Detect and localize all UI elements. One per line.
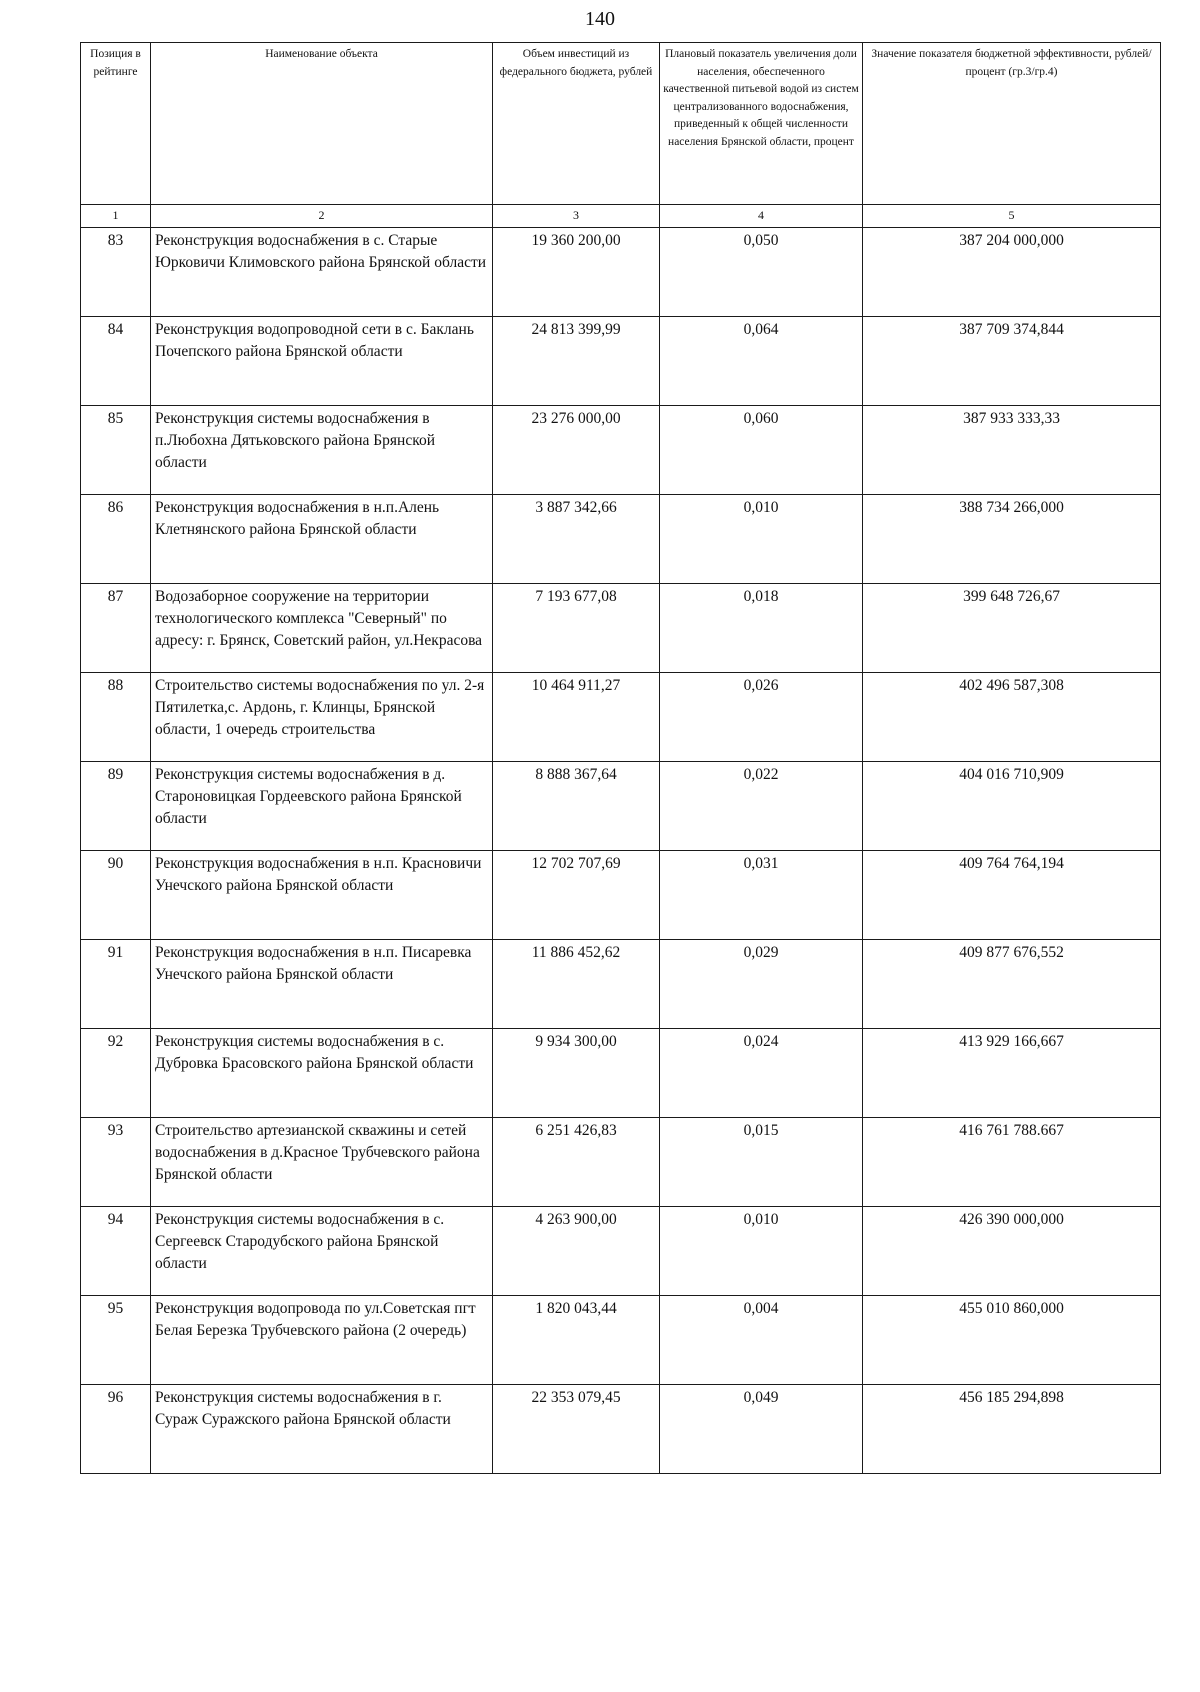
row-position: 83	[81, 228, 151, 317]
header-row	[81, 43, 1161, 205]
row-investment: 19 360 200,00	[493, 228, 660, 317]
row-position: 86	[81, 495, 151, 584]
row-position: 90	[81, 851, 151, 940]
row-object-name: Строительство артезианской скважины и сетей водоснабжения в д.Красное Трубчевского района Брянской области	[151, 1118, 493, 1207]
column-number: 3	[493, 205, 660, 228]
header-name: Наименование объекта	[151, 43, 493, 205]
row-position: 84	[81, 317, 151, 406]
table-row	[81, 228, 1161, 317]
row-object-name: Реконструкция системы водоснабжения в д. Староновицкая Гордеевского района Брянской области	[151, 762, 493, 851]
row-object-name: Строительство системы водоснабжения по ул. 2-я Пятилетка,с. Ардонь, г. Клинцы, Брянской области, 1 очередь строительства	[151, 673, 493, 762]
row-efficiency: 456 185 294,898	[863, 1385, 1161, 1474]
header-position: Позиция в рейтинге	[81, 43, 151, 205]
row-investment: 22 353 079,45	[493, 1385, 660, 1474]
table-row	[81, 406, 1161, 495]
row-indicator: 0,050	[660, 228, 863, 317]
row-indicator: 0,022	[660, 762, 863, 851]
row-investment: 24 813 399,99	[493, 317, 660, 406]
row-efficiency: 399 648 726,67	[863, 584, 1161, 673]
row-indicator: 0,010	[660, 1207, 863, 1296]
row-efficiency: 388 734 266,000	[863, 495, 1161, 584]
row-efficiency: 455 010 860,000	[863, 1296, 1161, 1385]
row-object-name: Реконструкция системы водоснабжения в г. Сураж Суражского района Брянской области	[151, 1385, 493, 1474]
row-indicator: 0,018	[660, 584, 863, 673]
row-indicator: 0,015	[660, 1118, 863, 1207]
row-efficiency: 416 761 788.667	[863, 1118, 1161, 1207]
table-row	[81, 940, 1161, 1029]
row-object-name: Реконструкция водопровода по ул.Советская пгт Белая Березка Трубчевского района (2 очередь)	[151, 1296, 493, 1385]
table-row	[81, 1029, 1161, 1118]
row-indicator: 0,004	[660, 1296, 863, 1385]
row-indicator: 0,031	[660, 851, 863, 940]
row-efficiency: 409 764 764,194	[863, 851, 1161, 940]
column-number-row	[81, 205, 1161, 228]
row-indicator: 0,029	[660, 940, 863, 1029]
row-position: 96	[81, 1385, 151, 1474]
row-object-name: Реконструкция водоснабжения в с. Старые Юрковичи Климовского района Брянской области	[151, 228, 493, 317]
column-number: 1	[81, 205, 151, 228]
table-row	[81, 1207, 1161, 1296]
table-row	[81, 851, 1161, 940]
row-efficiency: 402 496 587,308	[863, 673, 1161, 762]
row-investment: 6 251 426,83	[493, 1118, 660, 1207]
row-object-name: Реконструкция водоснабжения в н.п. Писаревка Унечского района Брянской области	[151, 940, 493, 1029]
row-investment: 12 702 707,69	[493, 851, 660, 940]
rating-table	[80, 42, 1161, 1474]
row-efficiency: 404 016 710,909	[863, 762, 1161, 851]
row-object-name: Реконструкция системы водоснабжения в п.Любохна Дятьковского района Брянской области	[151, 406, 493, 495]
table-row	[81, 584, 1161, 673]
row-indicator: 0,010	[660, 495, 863, 584]
column-number: 2	[151, 205, 493, 228]
row-object-name: Реконструкция водопроводной сети в с. Баклань Почепского района Брянской области	[151, 317, 493, 406]
row-investment: 4 263 900,00	[493, 1207, 660, 1296]
row-position: 91	[81, 940, 151, 1029]
row-efficiency: 387 933 333,33	[863, 406, 1161, 495]
row-position: 95	[81, 1296, 151, 1385]
page-number: 140	[585, 8, 615, 30]
row-indicator: 0,024	[660, 1029, 863, 1118]
row-object-name: Реконструкция системы водоснабжения в с. Сергеевск Стародубского района Брянской области	[151, 1207, 493, 1296]
row-object-name: Реконструкция водоснабжения в н.п. Красновичи Унечского района Брянской области	[151, 851, 493, 940]
row-investment: 10 464 911,27	[493, 673, 660, 762]
row-indicator: 0,060	[660, 406, 863, 495]
row-position: 89	[81, 762, 151, 851]
header-indicator: Плановый показатель увеличения доли населения, обеспеченного качественной питьевой водой из систем централизованного водоснабжения, приведенный к общей численности населения Брянской области, процент	[660, 43, 863, 205]
row-efficiency: 387 709 374,844	[863, 317, 1161, 406]
table-row	[81, 673, 1161, 762]
row-efficiency: 426 390 000,000	[863, 1207, 1161, 1296]
table-row	[81, 495, 1161, 584]
row-investment: 11 886 452,62	[493, 940, 660, 1029]
row-object-name: Реконструкция системы водоснабжения в с. Дубровка Брасовского района Брянской области	[151, 1029, 493, 1118]
row-position: 93	[81, 1118, 151, 1207]
header-investment: Объем инвестиций из федерального бюджета, рублей	[493, 43, 660, 205]
row-position: 85	[81, 406, 151, 495]
row-position: 92	[81, 1029, 151, 1118]
row-investment: 8 888 367,64	[493, 762, 660, 851]
row-indicator: 0,026	[660, 673, 863, 762]
row-indicator: 0,049	[660, 1385, 863, 1474]
row-investment: 9 934 300,00	[493, 1029, 660, 1118]
row-position: 94	[81, 1207, 151, 1296]
table-row	[81, 317, 1161, 406]
row-investment: 3 887 342,66	[493, 495, 660, 584]
column-number: 5	[863, 205, 1161, 228]
row-indicator: 0,064	[660, 317, 863, 406]
row-object-name: Реконструкция водоснабжения в н.п.Алень Клетнянского района Брянской области	[151, 495, 493, 584]
table-row	[81, 1296, 1161, 1385]
row-investment: 23 276 000,00	[493, 406, 660, 495]
row-efficiency: 387 204 000,000	[863, 228, 1161, 317]
header-efficiency: Значение показателя бюджетной эффективности, рублей/процент (гр.3/гр.4)	[863, 43, 1161, 205]
row-position: 88	[81, 673, 151, 762]
table-row	[81, 762, 1161, 851]
row-investment: 7 193 677,08	[493, 584, 660, 673]
table-body	[81, 228, 1161, 1474]
row-efficiency: 413 929 166,667	[863, 1029, 1161, 1118]
table-row	[81, 1118, 1161, 1207]
row-position: 87	[81, 584, 151, 673]
table-row	[81, 1385, 1161, 1474]
row-investment: 1 820 043,44	[493, 1296, 660, 1385]
row-object-name: Водозаборное сооружение на территории технологического комплекса "Северный" по адресу: г. Брянск, Советский район, ул.Некрасова	[151, 584, 493, 673]
column-number: 4	[660, 205, 863, 228]
row-efficiency: 409 877 676,552	[863, 940, 1161, 1029]
